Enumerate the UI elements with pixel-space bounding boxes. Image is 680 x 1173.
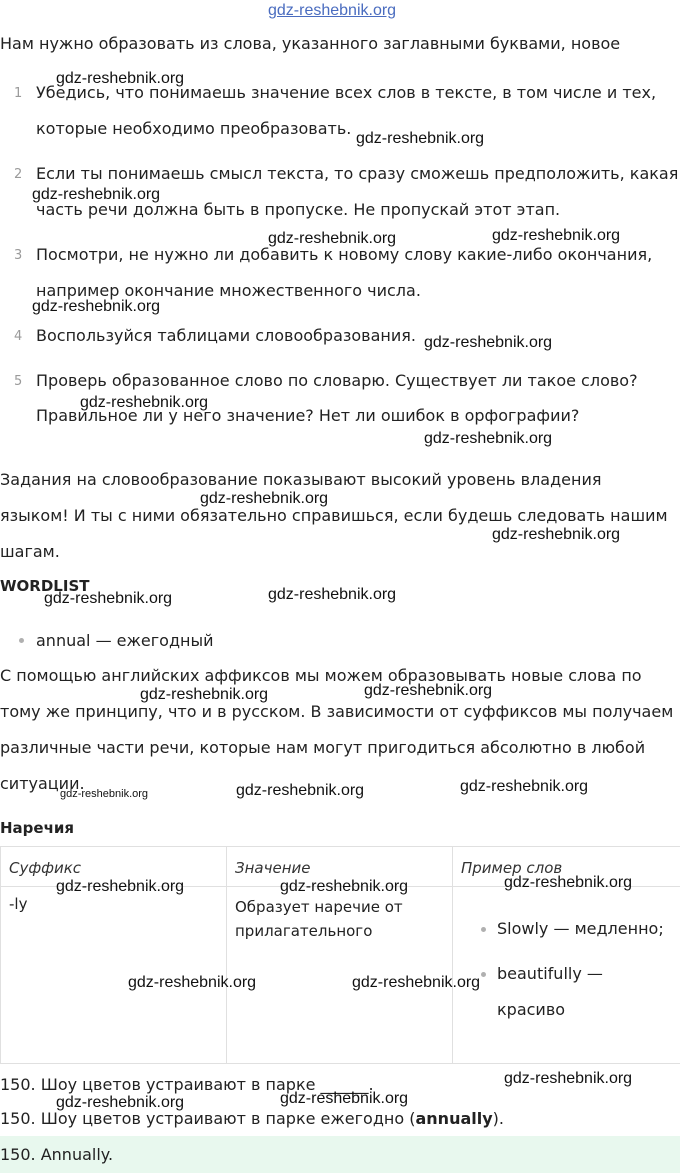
watermark: gdz-reshebnik.org	[60, 788, 149, 800]
affix-line: тому же принципу, что и в русском. В зависимости от суффиксов мы получаем	[0, 702, 674, 721]
watermark: gdz-reshebnik.org	[352, 974, 481, 991]
step-number: 4	[14, 329, 23, 344]
watermark: gdz-reshebnik.org	[504, 1070, 633, 1087]
answer-banner	[0, 1136, 680, 1173]
column-header-meaning: Значение	[227, 847, 453, 887]
wordlist-item: annual — ежегодный	[36, 631, 214, 650]
step-text: Если ты понимаешь смысл текста, то сразу сможешь предположить, какая	[36, 164, 679, 183]
watermark: gdz-reshebnik.org	[236, 782, 365, 799]
step-number: 2	[14, 167, 23, 182]
watermark: gdz-reshebnik.org	[200, 490, 329, 507]
example-text: красиво	[497, 1000, 566, 1019]
affix-line: С помощью английских аффиксов мы можем образовывать новые слова по	[0, 666, 642, 685]
step-number: 3	[14, 248, 23, 263]
watermark: gdz-reshebnik.org	[280, 1090, 409, 1107]
task-line: 150. Шоу цветов устраивают в парке ______.	[0, 1075, 374, 1094]
solution-keyword: annually	[415, 1109, 493, 1128]
intro-text: Нам нужно образовать из слова, указанного заглавными буквами, новое	[0, 34, 621, 53]
watermark: gdz-reshebnik.org	[424, 430, 553, 447]
watermark: gdz-reshebnik.org	[424, 334, 553, 351]
example-item	[461, 956, 672, 992]
step-text: часть речи должна быть в пропуске. Не пропускай этот этап.	[36, 200, 561, 219]
bullet-dot	[19, 638, 24, 643]
meaning-line: прилагательного	[235, 922, 373, 940]
watermark: gdz-reshebnik.org	[128, 974, 257, 991]
conclusion-line: Задания на словообразование показывают высокий уровень владения	[0, 470, 602, 489]
watermark: gdz-reshebnik.org	[268, 586, 397, 603]
example-item	[461, 911, 672, 947]
step-number: 5	[14, 374, 23, 389]
watermark: gdz-reshebnik.org	[140, 686, 269, 703]
watermark: gdz-reshebnik.org	[44, 590, 173, 607]
watermark: gdz-reshebnik.org	[280, 878, 409, 895]
watermark: gdz-reshebnik.org	[356, 130, 485, 147]
watermark: gdz-reshebnik.org	[364, 682, 493, 699]
watermark: gdz-reshebnik.org	[492, 526, 621, 543]
step-text: Воспользуйся таблицами словообразования.	[36, 326, 416, 345]
answer-text: 150. Annually.	[0, 1145, 114, 1164]
watermark: gdz-reshebnik.org	[80, 394, 209, 411]
wordlist-heading: WORDLIST	[0, 577, 90, 595]
step-text: Проверь образованное слово по словарю. Существует ли такое слово?	[36, 371, 638, 390]
example-text: Slowly — медленно;	[497, 919, 664, 938]
watermark: gdz-reshebnik.org	[56, 70, 185, 87]
watermark-top: gdz-reshebnik.org	[268, 2, 397, 19]
watermark: gdz-reshebnik.org	[56, 1094, 185, 1111]
suffix-value: -ly	[9, 895, 28, 913]
watermark: gdz-reshebnik.org	[504, 874, 633, 891]
example-text: beautifully —	[497, 964, 603, 983]
solution-text: 150. Шоу цветов устраивают в парке ежегодно (	[0, 1109, 416, 1128]
step-number: 1	[14, 86, 23, 101]
affix-line: различные части речи, которые нам могут пригодиться абсолютно в любой	[0, 738, 646, 757]
watermark: gdz-reshebnik.org	[460, 778, 589, 795]
column-header-examples: Пример слов	[453, 847, 680, 887]
bullet-dot	[481, 927, 486, 932]
watermark: gdz-reshebnik.org	[56, 878, 185, 895]
watermark: gdz-reshebnik.org	[32, 298, 161, 315]
watermark: gdz-reshebnik.org	[32, 186, 161, 203]
step-text: Убедись, что понимаешь значение всех слов в тексте, в том числе и тех,	[36, 83, 657, 102]
step-text: например окончание множественного числа.	[36, 281, 421, 300]
step-text: Правильное ли у него значение? Нет ли ошибок в орфографии?	[36, 406, 580, 425]
adverbs-heading: Наречия	[0, 819, 75, 837]
solution-text-end: ).	[492, 1109, 504, 1128]
watermark: gdz-reshebnik.org	[492, 227, 621, 244]
step-text: Посмотри, не нужно ли добавить к новому слову какие-либо окончания,	[36, 245, 653, 264]
column-header-suffix: Суффикс	[1, 847, 227, 887]
meaning-line: Образует наречие от	[235, 898, 403, 916]
table-row	[1, 887, 680, 1064]
cell-examples	[453, 887, 680, 1064]
watermark: gdz-reshebnik.org	[268, 230, 397, 247]
affix-line: ситуации.	[0, 774, 85, 793]
example-item-continued	[461, 992, 672, 1028]
bullet-dot	[481, 972, 486, 977]
conclusion-line: шагам.	[0, 542, 60, 561]
conclusion-line: языком! И ты с ними обязательно справишься, если будешь следовать нашим	[0, 506, 668, 525]
step-text: которые необходимо преобразовать.	[36, 119, 352, 138]
